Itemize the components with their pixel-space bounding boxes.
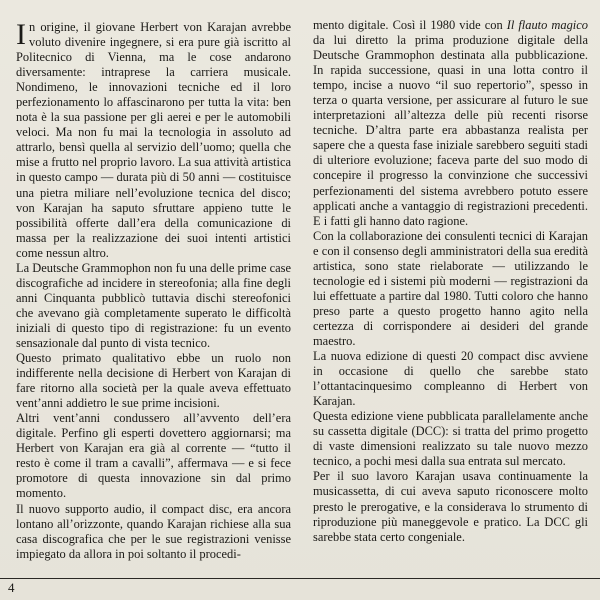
left-column: [16, 20, 291, 562]
flauto-title: Il flauto magico: [506, 18, 589, 32]
paragraph-edizione: La nuova edizione di questi 20 compact disc avviene in occasione di quello che sarebbe stato l’ottantacinquesimo compleanno di Herbert von Karajan.: [313, 349, 588, 409]
paragraph-compact-disc: Il nuovo supporto audio, il compact disc, era ancora lontano all’orizzonte, quando Karajan richiese alla sua casa discografica che per le sue registrazioni venisse impiegato da allora in poi soltanto il procedi-: [16, 501, 291, 561]
intro-text: n origine, il giovane Herbert von Karajan avrebbe voluto divenire ingegnere, si era pure già iscritto al Politecnico di Vienna, ma le cose andarono diversamente: intraprese la carriera musicale. Nondimeno, le innovazioni tecniche ed il loro perfezionamento lo affascinarono per tutta la vita: ben nota è la sua passione per gli aerei e per le automobili veloci. Ma non fu mai la tecnologia in assoluto ad attrarlo, bensì quella al servizio dell’uomo; quella che mise a frutto nel proprio lavoro. La sua attività artistica in questo campo — durata più di 50 anni — costituisce una pietra miliare nell’evoluzione tecnica del disco; von Karajan ha saputo sfruttare appieno tutte le possibilità offerte dall’era della comunicazione di massa per la realizzazione dei suoi intenti artistici come nessun altro.: [16, 20, 291, 260]
flauto-text-start: mento digitale. Così il 1980 vide con: [313, 18, 507, 32]
paragraph-flauto: [313, 18, 588, 229]
footer-rule: [0, 578, 600, 579]
paragraph-dcc: Questa edizione viene pubblicata parallelamente anche su cassetta digitale (DCC): si tratta del primo progetto di vaste dimensioni realizzato su tale nuovo mezzo tecnico, a pochi mesi dalla sua entrata sul mercato.: [313, 409, 588, 469]
paragraph-digitale: Altri vent’anni condussero all’avvento dell’era digitale. Perfino gli esperti dovettero aggiornarsi; ma Herbert von Karajan era già al corrente — “tutto il resto è come il tram a cavalli”, affermava — e si fece promotore di questa innovazione sin dal primo momento.: [16, 411, 291, 501]
page-number: 4: [8, 580, 15, 595]
paragraph-musicassetta: Per il suo lavoro Karajan usava continuamente la musicassetta, di cui aveva saputo riconoscere molto presto le prerogative, e la considerava lo strumento di riproduzione più maneggevole e pratico. La DCC gli sarebbe stata certo congeniale.: [313, 469, 588, 544]
paragraph-collaborazione: Con la collaborazione dei consulenti tecnici di Karajan e con il consenso degli amministratori della sua eredità artistica, sono state rielaborate — utilizzando le tecnologie ed i sistemi più moderni — registrazioni da lui effettuate a partire dal 1980. Tutti coloro che hanno preso parte a questo progetto hanno agito nella certezza di corrispondere ai desideri del grande maestro.: [313, 228, 588, 348]
drop-cap: I: [16, 18, 26, 51]
paragraph-stereo: La Deutsche Grammophon non fu una delle prime case discografiche ad incidere in stereofonia; alla fine degli anni Cinquanta pubblicò tuttavia dischi stereofonici che avevano già completamente superato le difficoltà iniziali di questo tipo di registrazione: fu un evento sensazionale dal punto di vista tecnico.: [16, 260, 291, 350]
flauto-text-end: da lui diretto la prima produzione digitale della Deutsche Grammophon destinata alla pubblicazione. In rapida successione, quasi in una lotta contro il tempo, incise a nuovo “il suo repertorio”, spesso in terza o quarta versione, per assicurare al futuro le sue interpretazioni all’altezza delle più recenti risorse tecniche. D’altra parte era abbastanza realista per sapere che a questa fase iniziale sarebbero seguiti stadi di ulteriore evoluzione; faceva parte del suo modo di concepire il progresso la convinzione che successivi perfezionamenti del sistema avrebbero potuto essere applicati anche a vantaggio di registrazioni precedenti. E i fatti gli hanno dato ragione.: [313, 33, 588, 228]
paragraph-intro: [16, 20, 291, 261]
right-column: [313, 18, 588, 545]
paragraph-primato: Questo primato qualitativo ebbe un ruolo non indifferente nella decisione di Herbert von Karajan di fare ritorno alla società per la quale aveva effettuato vent’anni addietro le sue prime incisioni.: [16, 351, 291, 411]
